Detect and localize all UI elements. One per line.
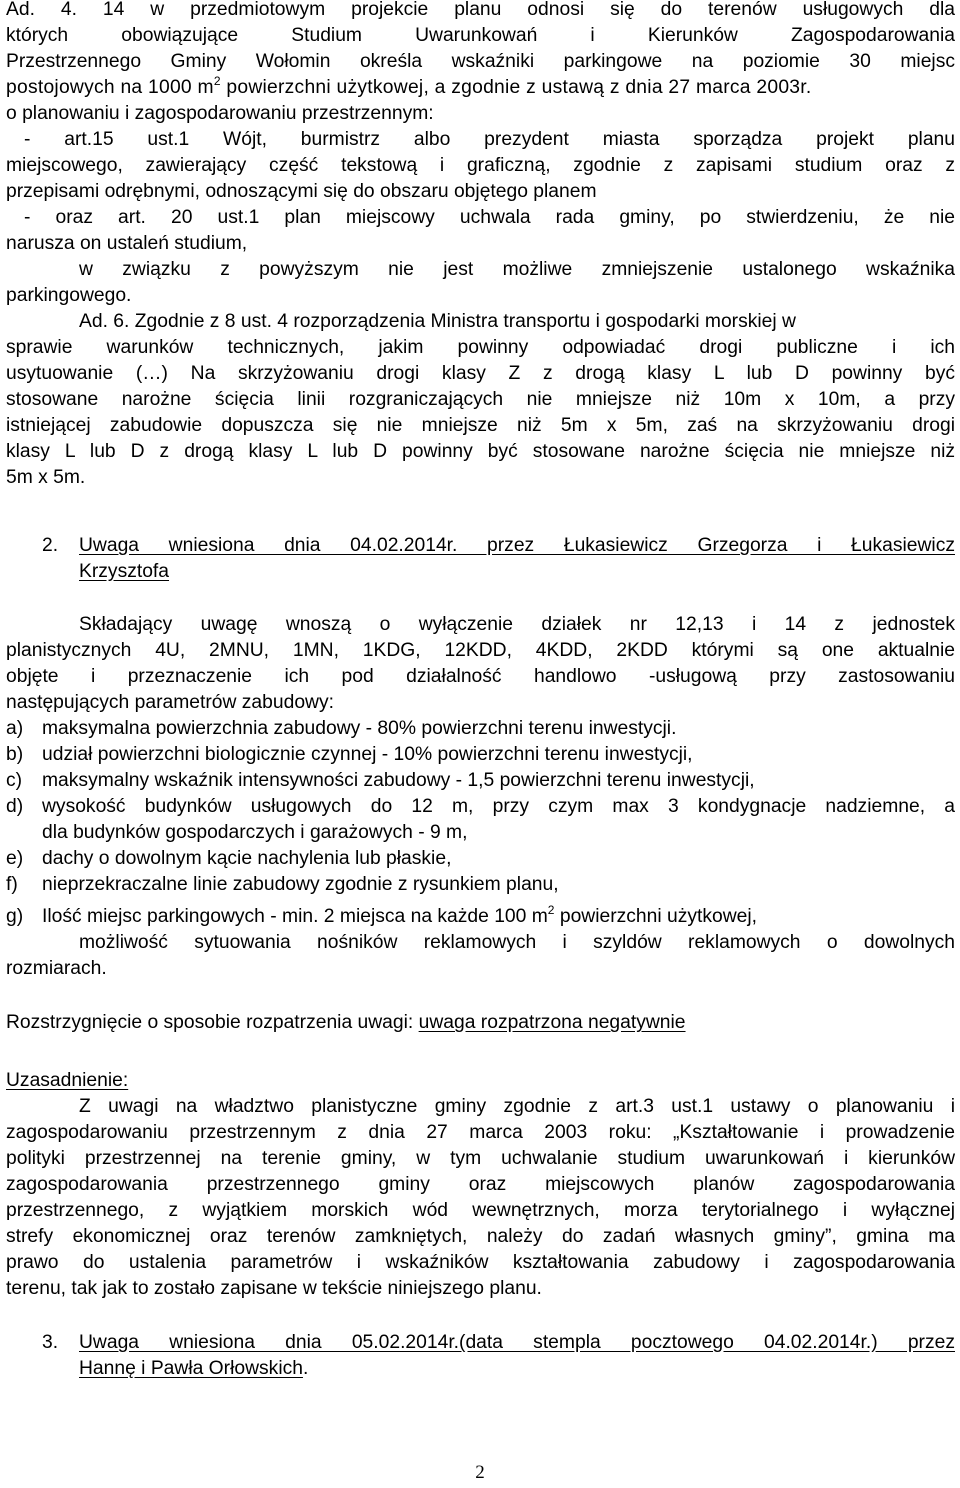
list-item	[6, 794, 955, 820]
resolution-label: Rozstrzygnięcie o sposobie rozpatrzenia uwagi:	[6, 1012, 419, 1033]
section-number: 3.	[42, 1332, 59, 1353]
resolution-line	[6, 1010, 955, 1036]
text-line: Składający uwagę wnoszą o wyłączenie działek nr 12,13 i 14 z jednostek	[79, 614, 955, 635]
text-line: Ad. 4. 14 w przedmiotowym projekcie planu odnosi się do terenów usługowych dla	[6, 0, 955, 20]
section-number: 2.	[42, 535, 59, 556]
text-fragment: Ilość miejsc parkingowych - min. 2 miejsca na każde 100 m	[42, 906, 548, 927]
section-heading-text: Hannę i Pawła Orłowskich	[79, 1358, 303, 1379]
list-item-text: maksymalny wskaźnik intensywności zabudowy - 1,5 powierzchni terenu inwestycji,	[42, 770, 755, 791]
list-item	[6, 768, 955, 794]
list-item-label: d)	[6, 796, 24, 817]
section-heading: Uwaga wniesiona dnia 05.02.2014r.(data stempla pocztowego 04.02.2014r.) przez	[79, 1332, 955, 1353]
text-line: klasy L lub D z drogą klasy L lub D powinny być stosowane narożne ścięcia nie mniejsze niż	[6, 441, 955, 462]
justification-label: Uzasadnienie:	[6, 1070, 129, 1091]
text-line: o planowaniu i zagospodarowaniu przestrzennym:	[6, 103, 434, 124]
text-line: prawo do ustalenia parametrów i wskaźników kształtowania zabudowy i zagospodarowania	[6, 1252, 955, 1273]
text-line: strefy ekonomicznej oraz terenów zamkniętych, należy do zadań własnych gminy”, gmina ma	[6, 1226, 955, 1247]
page-number: 2	[475, 1462, 485, 1483]
list-item-continuation: dla budynków gospodarczych i garażowych - 9 m,	[42, 822, 468, 843]
list-item-text	[42, 904, 950, 930]
list-item-text: nieprzekraczalne linie zabudowy zgodnie z rysunkiem planu,	[42, 874, 559, 895]
text-line: planistycznych 4U, 2MNU, 1MN, 1KDG, 12KDD, 4KDD, 2KDD którymi są one aktualnie	[6, 640, 955, 661]
text-fragment: .	[302, 1358, 309, 1379]
text-line: istniejącej zabudowie dopuszcza się nie mniejsze niż 5m x 5m, zaś na skrzyżowaniu drogi	[6, 415, 955, 436]
text-line: Ad. 6. Zgodnie z 8 ust. 4 rozporządzenia Ministra transportu i gospodarki morskiej w	[79, 311, 796, 332]
text-line: stosowane narożne ścięcia linii rozgraniczających nie mniejsze niż 10m x 10m, a przy	[6, 389, 955, 410]
text-line	[6, 75, 955, 101]
list-item	[6, 904, 955, 930]
list-item-continuation: możliwość sytuowania nośników reklamowych i szyldów reklamowych o dowolnych	[79, 932, 955, 953]
superscript: 2	[547, 903, 555, 917]
text-line: Przestrzennego Gminy Wołomin określa wskaźniki parkingowe na poziomie 30 miejsc	[6, 51, 955, 72]
text-line: przestrzennego, z wyjątkiem morskich wód wewnętrznych, morza terytorialnego i wyłącznej	[6, 1200, 955, 1221]
text-line: następujących parametrów zabudowy:	[6, 692, 334, 713]
superscript: 2	[213, 74, 221, 88]
text-line: narusza on ustaleń studium,	[6, 233, 248, 254]
list-item-label: f)	[6, 874, 18, 895]
list-item	[6, 716, 955, 742]
text-fragment: powierzchni użytkowej, a zgodnie z ustawą z dnia 27 marca 2003r.	[220, 77, 812, 98]
text-line: polityki przestrzennej na terenie gminy, w tym uchwalanie studium uwarunkowań i kierunków	[6, 1148, 955, 1169]
text-line: przepisami odrębnymi, odnoszącymi się do obszaru objętego planem	[6, 181, 597, 202]
text-line: terenu, tak jak to zostało zapisane w tekście niniejszego planu.	[6, 1278, 542, 1299]
text-fragment: powierzchni użytkowej,	[554, 906, 758, 927]
text-line: Z uwagi na władztwo planistyczne gminy zgodnie z art.3 ust.1 ustawy o planowaniu i	[79, 1096, 955, 1117]
list-item-label: a)	[6, 718, 24, 739]
text-line: parkingowego.	[6, 285, 132, 306]
text-line: w związku z powyższym nie jest możliwe zmniejszenie ustalonego wskaźnika	[79, 259, 955, 280]
text-line: zagospodarowaniu przestrzennym z dnia 27 marca 2003 roku: „Kształtowanie i prowadzenie	[6, 1122, 955, 1143]
text-line: zagospodarowania przestrzennego gminy oraz miejscowych planów zagospodarowania	[6, 1174, 955, 1195]
text-line: rozmiarach.	[6, 958, 107, 979]
text-line: których obowiązujące Studium Uwarunkowań i Kierunków Zagospodarowania	[6, 25, 955, 46]
list-item-text: dachy o dowolnym kącie nachylenia lub płaskie,	[42, 848, 452, 869]
list-item	[6, 742, 955, 768]
list-item-label: b)	[6, 744, 24, 765]
text-line: sprawie warunków technicznych, jakim powinny odpowiadać drogi publiczne i ich	[6, 337, 955, 358]
text-line: 5m x 5m.	[6, 467, 86, 488]
text-line: - oraz art. 20 ust.1 plan miejscowy uchwala rada gminy, po stwierdzeniu, że nie	[24, 207, 955, 228]
list-item	[6, 872, 955, 898]
list-item-label: c)	[6, 770, 23, 791]
list-item-text: maksymalna powierzchnia zabudowy - 80% powierzchni terenu inwestycji.	[42, 718, 677, 739]
section-heading: Uwaga wniesiona dnia 04.02.2014r. przez Łukasiewicz Grzegorza i Łukasiewicz	[79, 535, 955, 556]
resolution-value: uwaga rozpatrzona negatywnie	[418, 1012, 686, 1033]
text-line: objęte i przeznaczenie ich pod działalność handlowo -usługową przy zastosowaniu	[6, 666, 955, 687]
list-item-label: e)	[6, 848, 24, 869]
text-fragment: postojowych na 1000 m	[6, 77, 214, 98]
text-line: miejscowego, zawierający część tekstową i graficzną, zgodnie z zapisami studium oraz z	[6, 155, 955, 176]
text-line: usytuowanie (…) Na skrzyżowaniu drogi klasy Z z drogą klasy L lub D powinny być	[6, 363, 955, 384]
text-line: - art.15 ust.1 Wójt, burmistrz albo prezydent miasta sporządza projekt planu	[24, 129, 955, 150]
section-heading: Krzysztofa	[79, 561, 170, 582]
list-item-text: udział powierzchni biologicznie czynnej - 10% powierzchni terenu inwestycji,	[42, 744, 693, 765]
list-item-text: wysokość budynków usługowych do 12 m, przy czym max 3 kondygnacje nadziemne, a	[42, 796, 955, 817]
list-item	[6, 846, 955, 872]
list-item-label: g)	[6, 906, 24, 927]
section-heading	[79, 1356, 955, 1382]
